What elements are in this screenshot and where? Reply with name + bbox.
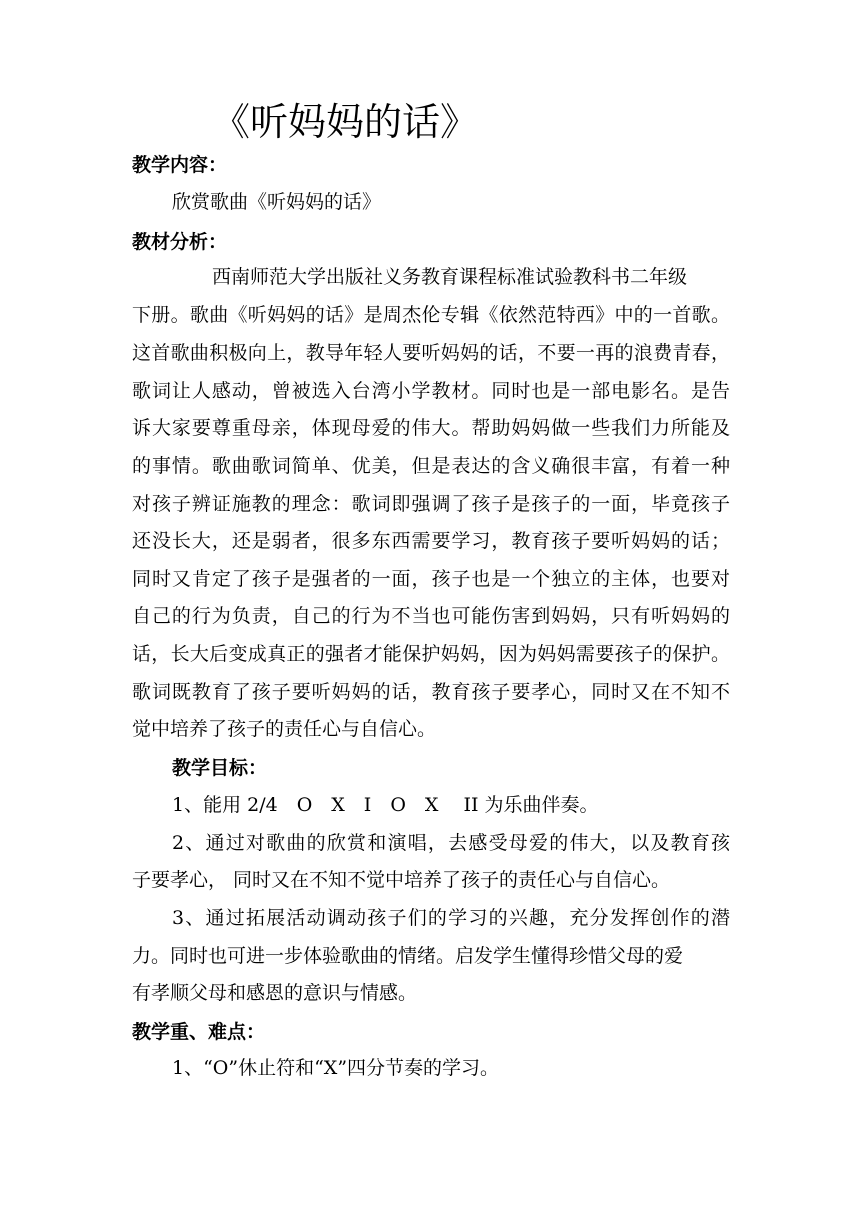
analysis-line: 还没长大，还是弱者，很多东西需要学习，教育孩子要听妈妈的话； bbox=[132, 530, 730, 552]
heading-content: 教学内容： bbox=[132, 154, 228, 176]
goal-item: 子要孝心， 同时又在不知不觉中培养了孩子的责任心与自信心。 bbox=[132, 869, 671, 891]
goal-item: 有孝顺父母和感恩的意识与情感。 bbox=[132, 982, 418, 1004]
goal-item: 1、能用 2/4 O X I O X II 为乐曲伴奏。 bbox=[172, 794, 599, 816]
goal-item: 力。同时也可进一步体验歌曲的情绪。启发学生懂得珍惜父母的爱 bbox=[132, 945, 684, 967]
analysis-line: 歌词让人感动，曾被选入台湾小学教材。同时也是一部电影名。是告 bbox=[132, 380, 730, 402]
heading-goals: 教学目标： bbox=[172, 757, 268, 779]
goal-item: 2、通过对歌曲的欣赏和演唱，去感受母爱的伟大，以及教育孩 bbox=[172, 832, 730, 854]
content-text: 欣赏歌曲《听妈妈的话》 bbox=[172, 191, 382, 213]
analysis-line: 对孩子辨证施教的理念：歌词即强调了孩子是孩子的一面，毕竟孩子 bbox=[132, 493, 730, 515]
analysis-line: 的事情。歌曲歌词简单、优美，但是表达的含义确很丰富，有着一种 bbox=[132, 455, 730, 477]
analysis-line: 自己的行为负责，自己的行为不当也可能伤害到妈妈，只有听妈妈的 bbox=[132, 605, 730, 627]
document-title: 《听妈妈的话》 bbox=[212, 100, 479, 144]
analysis-line: 歌词既教育了孩子要听妈妈的话，教育孩子要孝心，同时又在不知不 bbox=[132, 681, 730, 703]
analysis-line: 西南师范大学出版社义务教育课程标准试验教科书二年级 bbox=[212, 266, 688, 288]
heading-difficulties: 教学重、难点： bbox=[132, 1021, 266, 1043]
goal-item: 3、通过拓展活动调动孩子们的学习的兴趣，充分发挥创作的潜 bbox=[172, 907, 730, 929]
analysis-line: 话，长大后变成真正的强者才能保护妈妈，因为妈妈需要孩子的保护。 bbox=[132, 643, 730, 665]
difficulty-item: 1、“O”休止符和“X”四分节奏的学习。 bbox=[172, 1057, 500, 1079]
analysis-line: 觉中培养了孩子的责任心与自信心。 bbox=[132, 718, 437, 740]
analysis-line: 这首歌曲积极向上，教导年轻人要听妈妈的话，不要一再的浪费青春， bbox=[132, 342, 730, 364]
heading-analysis: 教材分析： bbox=[132, 231, 228, 253]
analysis-line: 下册。歌曲《听妈妈的话》是周杰伦专辑《依然范特西》中的一首歌。 bbox=[132, 304, 730, 326]
analysis-line: 同时又肯定了孩子是强者的一面，孩子也是一个独立的主体，也要对 bbox=[132, 568, 730, 590]
analysis-line: 诉大家要尊重母亲，体现母爱的伟大。帮助妈妈做一些我们力所能及 bbox=[132, 417, 730, 439]
